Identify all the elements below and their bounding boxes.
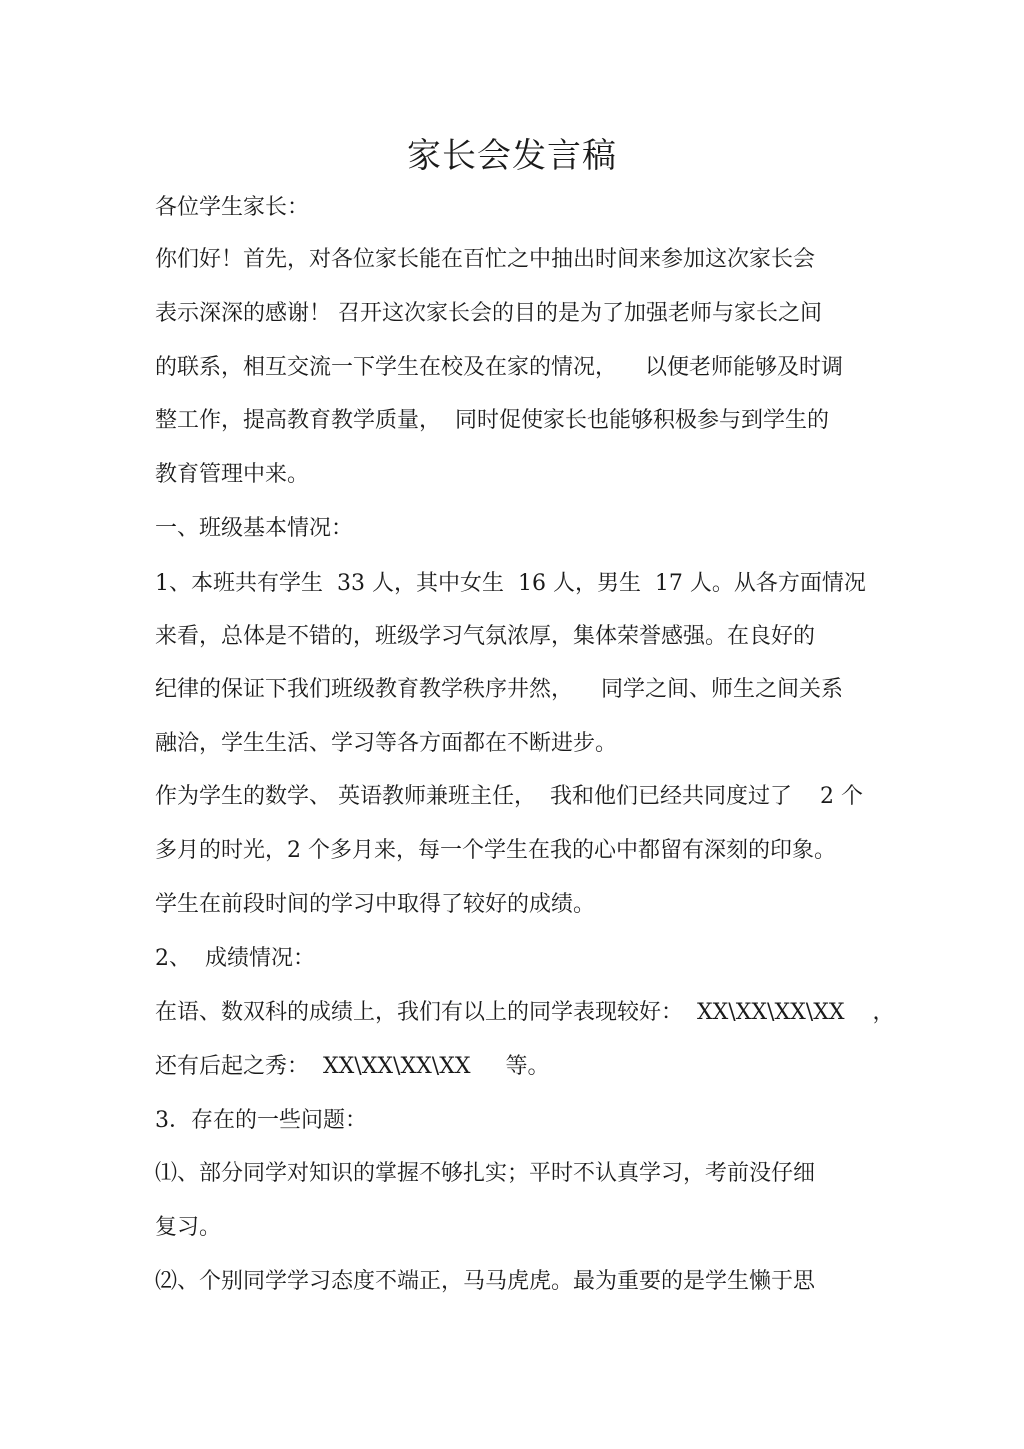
paragraph-line: 作为学生的数学、 英语教师兼班主任， 我和他们已经共同度过了 2 个 — [155, 784, 863, 809]
paragraph-line: ⑴、部分同学对知识的掌握不够扎实；平时不认真学习，考前没仔细 — [155, 1161, 816, 1186]
paragraph-line: 学生在前段时间的学习中取得了较好的成绩。 — [155, 892, 596, 917]
paragraph-line: 复习。 — [155, 1215, 222, 1240]
paragraph-line: 1、本班共有学生 33 人，其中女生 16 人，男生 17 人。从各方面情况 — [155, 571, 866, 596]
paragraph-line: 纪律的保证下我们班级教育教学秩序井然， 同学之间、师生之间关系 — [155, 677, 843, 702]
paragraph-line: 多月的时光，2 个多月来，每一个学生在我的心中都留有深刻的印象。 — [155, 838, 836, 863]
paragraph-line: 来看，总体是不错的，班级学习气氛浓厚，集体荣誉感强。在良好的 — [155, 624, 816, 649]
paragraph-line: 的联系，相互交流一下学生在校及在家的情况， 以便老师能够及时调 — [155, 355, 843, 380]
section-heading: 2、 成绩情况： — [155, 946, 315, 971]
paragraph-line: 教育管理中来。 — [155, 462, 310, 487]
section-heading: 3．存在的一些问题： — [155, 1108, 367, 1133]
paragraph-line: 表示深深的感谢！ 召开这次家长会的目的是为了加强老师与家长之间 — [155, 301, 822, 326]
document-title: 家长会发言稿 — [407, 136, 617, 176]
paragraph-line: 融洽，学生生活、学习等各方面都在不断进步。 — [155, 731, 618, 756]
salutation: 各位学生家长： — [155, 195, 310, 220]
section-heading: 一、班级基本情况： — [155, 516, 354, 541]
paragraph-line: 还有后起之秀： XX\XX\XX\XX 等。 — [155, 1054, 550, 1079]
paragraph-line: 在语、数双科的成绩上，我们有以上的同学表现较好： XX\XX\XX\XX ， — [155, 1000, 895, 1025]
paragraph-line: 整工作，提高教育教学质量， 同时促使家长也能够积极参与到学生的 — [155, 408, 829, 433]
paragraph-line: ⑵、个别同学学习态度不端正，马马虎虎。最为重要的是学生懒于思 — [155, 1269, 816, 1294]
paragraph-line: 你们好！首先，对各位家长能在百忙之中抽出时间来参加这次家长会 — [155, 247, 816, 272]
